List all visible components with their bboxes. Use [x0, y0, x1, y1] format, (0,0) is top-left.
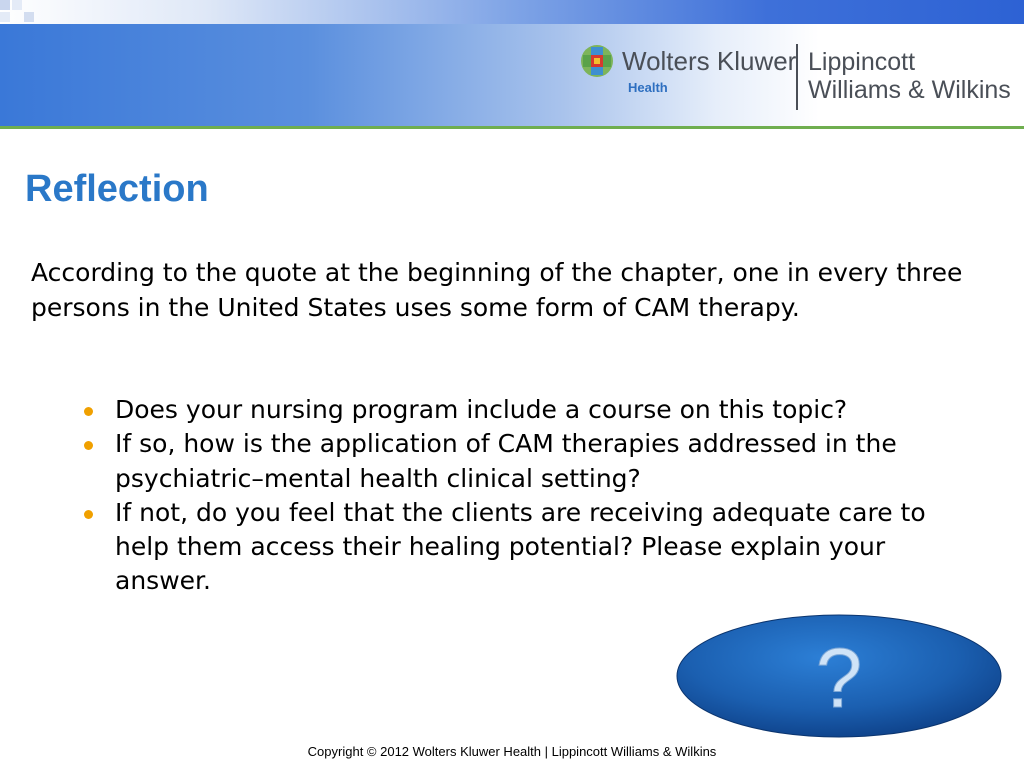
- copyright-footer: Copyright © 2012 Wolters Kluwer Health | Lippincott Williams & Wilkins: [307, 744, 717, 759]
- company-name: Wolters Kluwer: [622, 46, 797, 76]
- list-item: [84, 496, 984, 599]
- intro-paragraph: According to the quote at the beginning of the chapter, one in every three persons in the United States uses some form of CAM therapy.: [31, 258, 963, 322]
- logo-divider: [796, 44, 798, 110]
- imprint-line-1: Lippincott: [808, 48, 916, 76]
- wolters-kluwer-mark-icon: [580, 44, 614, 78]
- list-item: [84, 393, 984, 427]
- slide-title: Reflection: [25, 168, 209, 210]
- bullet-icon: [84, 441, 93, 450]
- question-mark-icon: ?: [815, 631, 863, 725]
- imprint-name: [808, 48, 1011, 104]
- list-item: [84, 427, 984, 496]
- header-top-band: [0, 0, 1024, 24]
- corner-squares-decoration: [0, 0, 40, 24]
- list-item-text: If not, do you feel that the clients are receiving adequate care to help them access their healing potential? Please explain your answer.: [115, 497, 926, 596]
- publisher-logo: [580, 42, 1020, 112]
- bullet-icon: [84, 407, 93, 416]
- header-rule: [0, 126, 1024, 129]
- division-name: Health: [628, 80, 668, 95]
- question-mark-badge: [676, 614, 1002, 738]
- imprint-line-2: Williams & Wilkins: [808, 76, 1011, 104]
- list-item-text: Does your nursing program include a course on this topic?: [115, 395, 848, 424]
- bullet-icon: [84, 510, 93, 519]
- question-list: [84, 393, 984, 599]
- list-item-text: If so, how is the application of CAM therapies addressed in the psychiatric–mental health clinical setting?: [115, 429, 897, 493]
